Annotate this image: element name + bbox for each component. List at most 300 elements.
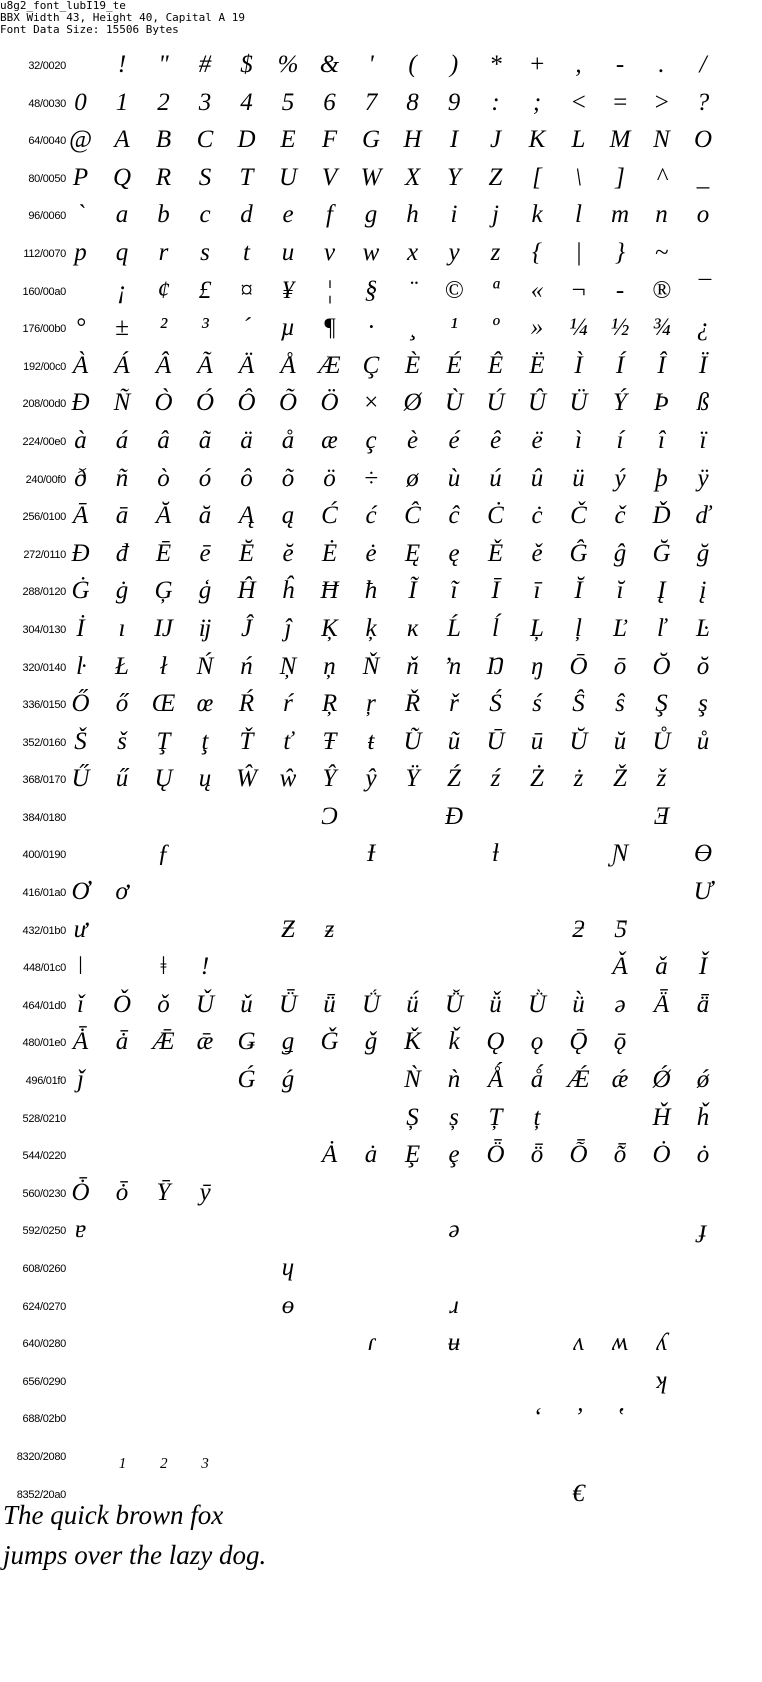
glyph-cell: ʻ [532, 1404, 542, 1432]
row-codepoint-label: 640/0280 [22, 1338, 66, 1351]
glyph-cell: Ė [321, 539, 338, 567]
glyph-cell: m [610, 201, 630, 229]
glyph-cell: Ø [403, 389, 422, 417]
glyph-cell: 8 [406, 88, 419, 116]
glyph-row [0, 46, 762, 84]
glyph-cell: ǂ [160, 953, 167, 981]
glyph-cell: ǡ [115, 1028, 129, 1056]
glyph-cell: Ĵ [240, 614, 253, 642]
glyph-cell: ; [532, 88, 542, 116]
row-codepoint-label: 208/00d0 [22, 398, 66, 411]
row-codepoint-label: 480/01e0 [22, 1037, 66, 1050]
glyph-cell: Ī [491, 577, 500, 605]
glyph-cell: ĩ [450, 577, 458, 605]
glyph-cell: Ó [195, 389, 215, 417]
glyph-cell: Ę [404, 539, 421, 567]
glyph-row [0, 497, 762, 535]
glyph-cell: Ǒ [112, 990, 132, 1018]
glyph-cell: € [572, 1479, 585, 1507]
glyph-cell: « [530, 276, 544, 304]
glyph-row [0, 309, 762, 347]
glyph-cell: Ñ [113, 389, 131, 417]
glyph-cell: ş [698, 690, 708, 718]
glyph-cell: ș [449, 1103, 459, 1131]
glyph-cell: · [367, 314, 375, 342]
glyph-cell: 1 [115, 88, 129, 116]
glyph-cell: ú [489, 464, 502, 492]
glyph-row [0, 422, 762, 460]
pangram-line-2: jumps over the lazy dog. [3, 1540, 267, 1570]
glyph-cell: Ê [487, 351, 504, 379]
glyph-cell: Ž [613, 765, 627, 793]
glyph-cell: Ź [447, 765, 461, 793]
glyph-row [0, 873, 762, 911]
glyph-cell: h [406, 201, 419, 229]
glyph-cell: í [616, 426, 624, 454]
row-codepoint-label: 368/0170 [22, 774, 66, 787]
glyph-cell: ŷ [365, 765, 377, 793]
glyph-cell: 5 [281, 88, 295, 116]
glyph-cell: ǝ [614, 990, 626, 1018]
glyph-cell: ₃ [200, 1441, 210, 1469]
glyph-cell: Ŗ [321, 690, 338, 718]
glyph-cell: ŗ [366, 690, 376, 718]
glyph-cell: 7 [364, 88, 378, 116]
glyph-cell: v [323, 238, 336, 266]
glyph-row [0, 535, 762, 573]
glyph-row [0, 1362, 762, 1400]
glyph-cell: ÿ [697, 464, 709, 492]
glyph-cell: ŧ [367, 727, 375, 755]
glyph-cell: Ơ [71, 878, 90, 906]
glyph-cell: ñ [115, 464, 129, 492]
glyph-cell: U [278, 163, 298, 191]
font-info-header [0, 0, 245, 36]
glyph-cell: ( [408, 51, 417, 78]
glyph-cell: ɐ [74, 1216, 87, 1244]
glyph-cell: V [321, 163, 338, 191]
glyph-row [0, 234, 762, 272]
glyph-cell: ¹ [450, 314, 458, 342]
glyph-cell: ǹ [447, 1066, 461, 1094]
glyph-cell: D [237, 126, 256, 154]
glyph-cell: Ï [698, 351, 708, 379]
glyph-cell: » [530, 314, 544, 342]
glyph-cell: Ǥ [237, 1028, 256, 1056]
glyph-cell: ũ [447, 727, 461, 755]
glyph-row [0, 460, 762, 498]
glyph-cell: Ż [530, 765, 544, 793]
glyph-cell: Ő [71, 690, 90, 718]
glyph-cell: ȟ [696, 1103, 710, 1131]
glyph-cell: ǩ [448, 1028, 460, 1056]
glyph-cell: é [448, 426, 460, 454]
glyph-cell: Ȫ [486, 1141, 505, 1169]
glyph-cell: Ǖ [278, 990, 298, 1018]
glyph-cell: Ĕ [238, 539, 255, 567]
glyph-cell: Ÿ [405, 765, 420, 793]
glyph-cell: j [492, 201, 499, 229]
glyph-cell: Õ [278, 389, 298, 417]
font-name: u8g2_font_lubI19_te [0, 0, 126, 12]
row-codepoint-label: 192/00c0 [23, 360, 66, 373]
glyph-cell: Ǟ [653, 990, 670, 1018]
glyph-cell: ¨ [408, 276, 417, 304]
glyph-cell: ô [240, 464, 253, 492]
glyph-cell: Ě [487, 539, 504, 567]
glyph-cell: ȳ [199, 1178, 211, 1206]
glyph-cell: Þ [653, 389, 670, 417]
glyph-cell: ķ [365, 614, 377, 642]
glyph-cell: Ò [154, 389, 173, 417]
glyph-cell: ť [283, 727, 293, 755]
glyph-cell: G [361, 126, 381, 154]
glyph-cell: ± [115, 314, 129, 342]
glyph-cell: ø [406, 464, 419, 492]
glyph-cell: ğ [696, 539, 710, 567]
glyph-row [0, 948, 762, 986]
glyph-cell: Ǿ [652, 1066, 671, 1094]
glyph-cell: ĉ [448, 502, 460, 530]
glyph-cell: ₂ [159, 1441, 168, 1469]
glyph-cell: Ǘ [361, 990, 381, 1018]
glyph-cell: Y [447, 163, 461, 191]
glyph-cell: Ť [239, 727, 254, 755]
glyph-cell: ż [573, 765, 584, 793]
glyph-cell: ƚ [492, 840, 499, 868]
glyph-cell: Ĥ [237, 577, 256, 605]
glyph-cell: s [200, 238, 210, 266]
glyph-cell: ǘ [406, 990, 419, 1018]
glyph-cell: Ǽ [567, 1066, 590, 1094]
glyph-cell: Ş [655, 690, 668, 718]
glyph-cell: û [530, 464, 544, 492]
glyph-cell: Ņ [279, 652, 297, 680]
glyph-cell: ǃ [200, 953, 210, 981]
glyph-row [0, 648, 762, 686]
glyph-cell: ċ [531, 502, 543, 530]
row-codepoint-label: 160/00a0 [22, 285, 66, 298]
glyph-cell: İ [76, 614, 85, 642]
row-codepoint-label: 448/01c0 [23, 962, 66, 975]
glyph-cell: ¬ [570, 276, 587, 304]
glyph-cell: Ü [569, 389, 588, 417]
glyph-cell: Ȧ [321, 1141, 338, 1169]
glyph-row [0, 1174, 762, 1212]
glyph-row [0, 121, 762, 159]
row-codepoint-label: 352/0160 [22, 736, 66, 749]
glyph-cell: Ś [489, 690, 502, 718]
glyph-cell: ɥ [281, 1254, 295, 1281]
row-codepoint-label: 464/01d0 [22, 999, 66, 1012]
glyph-cell: ǔ [240, 990, 253, 1018]
glyph-cell: ' [368, 51, 374, 78]
glyph-cell: Ä [238, 351, 255, 379]
glyph-table [0, 46, 762, 1512]
glyph-cell: { [532, 238, 542, 266]
glyph-cell: Ö [320, 389, 339, 417]
glyph-cell: 9 [447, 88, 461, 116]
glyph-cell: - [615, 51, 625, 78]
glyph-cell: ĭ [616, 577, 624, 605]
row-codepoint-label: 544/0220 [22, 1150, 66, 1163]
glyph-cell: ʼ [574, 1404, 583, 1432]
glyph-cell: F [321, 126, 338, 154]
glyph-cell: Ū [486, 727, 505, 755]
glyph-cell: š [117, 727, 127, 755]
glyph-row [0, 1324, 762, 1362]
glyph-row [0, 1211, 762, 1249]
glyph-cell: č [614, 502, 626, 530]
glyph-cell: 0 [74, 88, 87, 116]
glyph-cell: õ [281, 464, 295, 492]
glyph-row [0, 1249, 762, 1287]
glyph-row [0, 610, 762, 648]
glyph-cell: ð [74, 464, 87, 492]
glyph-cell: É [446, 351, 462, 379]
glyph-cell: ś [532, 690, 542, 718]
row-codepoint-label: 400/0190 [22, 849, 66, 862]
glyph-cell: ù [447, 464, 461, 492]
glyph-cell: Ģ [154, 577, 173, 605]
glyph-cell: Ŵ [236, 765, 257, 793]
glyph-cell: Ţ [156, 727, 171, 755]
row-codepoint-label: 48/0030 [28, 97, 66, 110]
glyph-cell: ǐ [77, 990, 84, 1018]
glyph-cell: § [364, 276, 378, 304]
glyph-cell: > [653, 88, 670, 116]
glyph-cell: [ [532, 163, 542, 191]
glyph-cell: Å [280, 351, 296, 379]
pangram-line-1: The quick brown fox [3, 1500, 224, 1530]
glyph-cell: ĳ [198, 614, 212, 642]
row-codepoint-label: 8352/20a0 [16, 1488, 66, 1501]
glyph-row [0, 1061, 762, 1099]
glyph-cell: Ĺ [447, 614, 461, 642]
glyph-cell: ō [613, 652, 627, 680]
glyph-cell: ¯ [696, 276, 710, 304]
row-codepoint-label: 224/00e0 [22, 435, 66, 448]
glyph-cell: ŵ [279, 765, 297, 793]
glyph-cell: ~ [654, 238, 669, 266]
glyph-cell: ȩ [448, 1141, 460, 1169]
glyph-cell: Ł [115, 652, 129, 680]
glyph-cell: Ġ [71, 577, 90, 605]
glyph-cell: Á [114, 351, 130, 379]
glyph-cell: ǀ [77, 953, 83, 981]
glyph-cell: ? [696, 88, 710, 116]
glyph-cell: Q [112, 163, 132, 191]
glyph-cell: Ŋ [486, 652, 505, 680]
glyph-cell: ĵ [284, 614, 292, 642]
glyph-cell: ǫ [530, 1028, 544, 1056]
glyph-cell: ® [652, 276, 671, 304]
glyph-row [0, 723, 762, 761]
glyph-cell: Ú [486, 389, 505, 417]
glyph-cell: ŭ [613, 727, 627, 755]
row-codepoint-label: 64/0040 [28, 135, 66, 148]
glyph-cell: ǟ [696, 990, 710, 1018]
glyph-cell: Č [570, 502, 587, 530]
glyph-cell: * [489, 51, 502, 78]
glyph-cell: ź [490, 765, 501, 793]
glyph-cell: ǻ [530, 1066, 544, 1094]
row-codepoint-label: 256/0100 [22, 511, 66, 524]
glyph-cell: æ [321, 426, 338, 454]
glyph-cell: Ŏ [652, 652, 671, 680]
glyph-cell: Ċ [487, 502, 504, 530]
glyph-cell: ž [656, 765, 667, 793]
glyph-row [0, 196, 762, 234]
glyph-cell: Ù [444, 389, 464, 417]
glyph-cell: ` [76, 201, 85, 229]
glyph-cell: n [655, 201, 668, 229]
glyph-cell: ģ [198, 577, 212, 605]
glyph-cell: Ķ [321, 614, 338, 642]
glyph-cell: î [658, 426, 665, 454]
glyph-cell: - [615, 276, 625, 304]
glyph-cell: Ǚ [444, 990, 464, 1018]
glyph-row [0, 84, 762, 122]
glyph-cell: B [155, 126, 172, 154]
glyph-cell: Ɵ [693, 840, 713, 868]
glyph-cell: ^ [656, 163, 667, 191]
row-codepoint-label: 384/0180 [22, 811, 66, 824]
glyph-cell: × [362, 389, 380, 417]
glyph-cell: ǎ [655, 953, 668, 981]
glyph-cell: ƒ [157, 840, 170, 868]
glyph-cell: £ [198, 276, 212, 304]
glyph-cell: ĝ [613, 539, 627, 567]
glyph-cell: ņ [323, 652, 336, 680]
glyph-cell: ì [575, 426, 582, 454]
glyph-row [0, 384, 762, 422]
glyph-cell: ɵ [281, 1291, 295, 1319]
glyph-cell: Ǐ [698, 953, 708, 981]
glyph-cell: ȭ [613, 1141, 627, 1169]
glyph-cell: Ň [362, 652, 380, 680]
glyph-cell: ¢ [157, 276, 170, 304]
glyph-cell: ŀ [76, 652, 85, 680]
glyph-cell: u [281, 238, 295, 266]
glyph-cell: Œ [151, 690, 176, 718]
glyph-cell: Ă [155, 502, 172, 530]
glyph-cell: ț [533, 1103, 541, 1131]
glyph-cell: ʌ [572, 1329, 585, 1357]
bbx-info: BBX Width 43, Height 40, Capital A 19 [0, 11, 246, 24]
glyph-cell: S [198, 163, 212, 191]
glyph-cell: Ã [197, 351, 213, 379]
row-codepoint-label: 112/0070 [23, 247, 66, 260]
glyph-cell: Ǫ [486, 1028, 505, 1056]
glyph-cell: ó [198, 464, 212, 492]
glyph-cell: Ń [196, 652, 214, 680]
glyph-cell: Ħ [320, 577, 339, 605]
glyph-cell: Š [74, 727, 87, 755]
glyph-cell: J [489, 126, 502, 154]
glyph-cell: º [491, 314, 500, 342]
glyph-cell: ǽ [611, 1066, 629, 1094]
glyph-cell: Ȟ [652, 1103, 671, 1131]
row-codepoint-label: 32/0020 [28, 60, 66, 72]
glyph-cell: Ț [488, 1103, 503, 1131]
glyph-cell: = [611, 88, 629, 116]
glyph-cell: ʎ [655, 1329, 668, 1357]
glyph-cell: ǥ [281, 1028, 295, 1056]
glyph-cell: ¾ [652, 314, 671, 342]
glyph-cell: ħ [364, 577, 378, 605]
glyph-row [0, 986, 762, 1024]
glyph-cell: I [449, 126, 459, 154]
glyph-cell: © [444, 276, 464, 304]
glyph-cell: ¶ [322, 314, 337, 342]
glyph-cell: Ɔ [321, 802, 338, 830]
glyph-cell: ŉ [446, 652, 462, 680]
glyph-cell: Ǝ [653, 802, 670, 830]
glyph-cell: Ŝ [572, 690, 585, 718]
glyph-cell: Ǻ [487, 1066, 504, 1094]
glyph-cell: ŏ [696, 652, 710, 680]
glyph-cell: Ë [529, 351, 545, 379]
glyph-cell: ǧ [364, 1028, 378, 1056]
row-codepoint-label: 560/0230 [22, 1187, 66, 1200]
glyph-cell: ľ [656, 614, 667, 642]
glyph-cell: Ȱ [71, 1178, 90, 1206]
glyph-cell: ě [531, 539, 543, 567]
glyph-cell: Ǧ [320, 1028, 339, 1056]
glyph-cell: Ç [362, 351, 380, 379]
glyph-cell: | [575, 238, 582, 266]
glyph-cell: ĺ [492, 614, 499, 642]
row-codepoint-label: 528/0210 [22, 1112, 66, 1125]
glyph-cell: ƶ [324, 915, 335, 943]
glyph-cell: Ǔ [195, 990, 215, 1018]
glyph-cell: Ǵ [237, 1066, 256, 1094]
row-codepoint-label: 336/0150 [22, 699, 66, 712]
glyph-cell: Ǣ [152, 1028, 175, 1056]
glyph-cell: ƻ [572, 915, 585, 943]
glyph-cell: ǖ [323, 990, 336, 1018]
glyph-row [0, 1136, 762, 1174]
glyph-cell: p [74, 238, 87, 266]
glyph-row [0, 1399, 762, 1437]
glyph-cell: ê [489, 426, 502, 454]
glyph-cell: r [158, 238, 169, 266]
glyph-cell: f [326, 201, 333, 229]
glyph-cell: Ā [72, 502, 89, 530]
glyph-cell: ǣ [196, 1028, 214, 1056]
glyph-cell: & [319, 51, 340, 78]
glyph-cell: < [570, 88, 587, 116]
glyph-cell: Ƽ [614, 915, 626, 943]
glyph-cell: ɟ [699, 1216, 707, 1244]
glyph-cell: ű [115, 765, 129, 793]
glyph-cell: Ũ [403, 727, 422, 755]
glyph-cell: + [528, 51, 546, 78]
glyph-cell: y [448, 238, 460, 266]
glyph-cell: Ŭ [569, 727, 588, 755]
glyph-row [0, 798, 762, 836]
glyph-cell: ą [281, 502, 295, 530]
glyph-cell: Ų [154, 765, 173, 793]
glyph-cell: ¼ [569, 314, 588, 342]
glyph-cell: ȱ [115, 1178, 129, 1206]
glyph-cell: Į [657, 577, 666, 605]
glyph-cell: x [406, 238, 419, 266]
glyph-cell: X [404, 163, 421, 191]
glyph-cell: ǜ [572, 990, 585, 1018]
glyph-cell: Ĝ [569, 539, 588, 567]
